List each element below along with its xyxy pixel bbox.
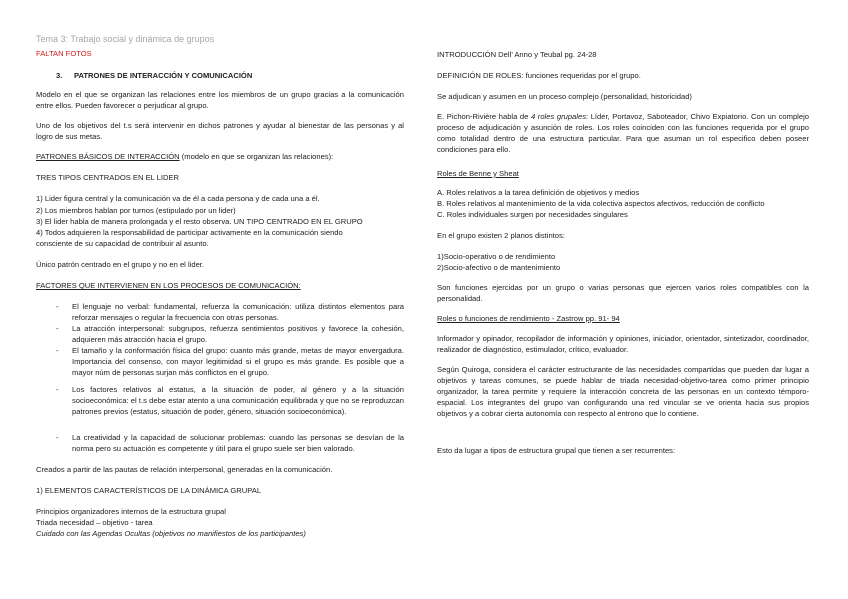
pichon-paragraph	[437, 111, 809, 155]
list-dash: -	[56, 346, 59, 355]
patterns-heading-rest: (modelo en que se organizan las relaciones):	[179, 152, 334, 161]
section-title: PATRONES DE INTERACCIÓN Y COMUNICACIÓN	[74, 71, 253, 80]
factors-heading: FACTORES QUE INTERVIENEN EN LOS PROCESOS DE COMUNICACIÓN:	[36, 281, 301, 290]
list-dash: -	[56, 385, 59, 394]
type-line: 4) Todos adquieren la responsabilidad de participar activamente en la comunicación siendo	[36, 228, 343, 237]
type-line: 1) Lider figura central y la comunicación va de él a cada persona y de cada una a él.	[36, 194, 320, 203]
document-header: Tema 3: Trabajo social y dinámica de grupos	[36, 34, 215, 44]
principles-line: Principios organizadores internos de la estructura grupal	[36, 507, 226, 516]
performance-heading: Roles o funciones de rendimiento - Zastrow pp. 91- 94	[437, 314, 620, 323]
unique-pattern: Único patrón centrado en el grupo y no en el lider.	[36, 260, 205, 269]
three-types-heading: TRES TIPOS CENTRADOS EN EL LIDER	[36, 173, 180, 182]
triad-line: Triada necesidad – objetivo - tarea	[36, 518, 153, 527]
performance-paragraph: Informador y opinador, recopilador de información y opiniones, iniciador, orientador, sintetizador, coordinador, realizador de diagnóstico, estimulador, crítico, evaluador.	[437, 334, 809, 354]
intro-reference: INTRODUCCIÓN Dell’ Anno y Teubal pg. 24-28	[437, 50, 597, 59]
functions-paragraph: Son funciones ejercidas por un grupo o varias personas que ejercen varios roles compatibles con la personalidad.	[437, 283, 809, 303]
quiroga-paragraph: Según Quiroga, considera el carácter estructurante de las necesidades compartidas que pueden dar lugar a objetivos y tareas comunes, se puede hablar de triada necesidad-objetivo-tarea como primer principio organizador, la tarea permite y requiere la interacción concreta de las personas en un contexto témporo-espacial. Los integrantes del grupo van configurando una red vincular se ve orienta hacia sus propios objetivos y a cobrar cierta autonomía con respecto al entrono que lo contiene.	[437, 365, 809, 418]
list-dash: -	[56, 433, 59, 442]
factor-item: Los factores relativos al estatus, a la situación de poder, al género y a la situación socioeconómica: el t.s debe estar atento a una comunicación equilibrada y que no se reproduzcan patrones previos (estatus, situación de poder, género, situación socioeconómica).	[72, 385, 404, 416]
patterns-heading-underlined: PATRONES BÁSICOS DE INTERACCIÓN	[36, 152, 180, 161]
assigned-line: Se adjudican y asumen en un proceso complejo (personalidad, historicidad)	[437, 92, 692, 101]
benne-item: C. Roles individuales surgen por necesidades singulares	[437, 210, 628, 219]
pichon-rest: : Líder, Portavoz, Saboteador, Chivo Expiatorio. Con un complejo proceso de adjudicación y asunción de roles. Los roles coinciden con las funciones requerida por el grupo como totalidad dentro de una estructura particular. Para que asuman un rol especifico deben poseer condiciones para ello.	[437, 112, 809, 154]
type-line: consciente de su capacidad de contribuir al asunto.	[36, 239, 209, 248]
pichon-roles-italic: 4 roles grupales	[530, 112, 586, 121]
type-line: 3) El lider habla de manera prolongada y el resto observa. UN TIPO CENTRADO EN EL GRUPO	[36, 217, 363, 226]
elements-heading: 1) ELEMENTOS CARACTERÍSTICOS DE LA DINÁMICA GRUPAL	[36, 486, 262, 495]
benne-item: A. Roles relativos a la tarea definición de objetivos y medios	[437, 188, 640, 197]
objective-paragraph: Uno de los objetivos del t.s será intervenir en dichos patrones y ayudar al bienestar de las personas y al logro de sus metas.	[36, 121, 404, 141]
factor-item: El lenguaje no verbal: fundamental, refuerza la comunicación: utiliza distintos elementos para reforzar mensajes o regular la frecuencia con otras personas.	[72, 302, 404, 322]
plane-item: 1)Socio-operativo o de rendimiento	[437, 252, 556, 261]
planes-intro: En el grupo existen 2 planos distintos:	[437, 231, 565, 240]
patterns-heading	[36, 151, 333, 162]
created-note: Creados a partir de las pautas de relación interpersonal, generadas en la comunicación.	[36, 465, 333, 474]
benne-heading: Roles de Benne y Sheat	[437, 169, 519, 178]
type-line: 2) Los miembros hablan por turnos (estipulado por un lider)	[36, 206, 236, 215]
plane-item: 2)Socio-afectivo o de mantenimiento	[437, 263, 561, 272]
benne-item: B. Roles relativos al mantenimiento de la vida colectiva aspectos afectivos, reducción de conflicto	[437, 199, 765, 208]
list-dash: -	[56, 302, 59, 311]
roles-definition: DEFINICIÓN DE ROLES: funciones requeridas por el grupo.	[437, 71, 641, 80]
factor-item: La atracción interpersonal: subgrupos, refuerza sentimientos positivos y favorece la cohesión, adquieren más atracción hacia el grupo.	[72, 324, 404, 344]
factor-item: El tamaño y la conformación física del grupo: cuanto más grande, metas de mayor envergadura. Importancia del consenso, con mayor legitimidad si el grupo es más grande. Es posible que a mayor núm de personas surjan más conflictos en el grupo.	[72, 346, 404, 377]
section-number: 3.	[56, 71, 63, 80]
pichon-intro: E. Pichon-Rivière habla de	[437, 112, 531, 121]
intro-paragraph: Modelo en el que se organizan las relaciones entre los miembros de un grupo gracias a la comunicación entre ellos. Pueden favorecer o perjudicar al grupo.	[36, 90, 404, 110]
list-dash: -	[56, 324, 59, 333]
missing-photos-note: FALTAN FOTOS	[36, 49, 92, 58]
structure-line: Esto da lugar a tipos de estructura grupal que tienen a ser recurrentes:	[437, 446, 676, 455]
factor-item: La creatividad y la capacidad de solucionar problemas: cuando las personas se desvían de la norma pero su actuación es competente y útil para el grupo suele ser bien valorado.	[72, 433, 404, 453]
hidden-agendas-line: Cuidado con las Agendas Ocultas (objetivos no manifiestos de los participantes)	[36, 529, 306, 538]
